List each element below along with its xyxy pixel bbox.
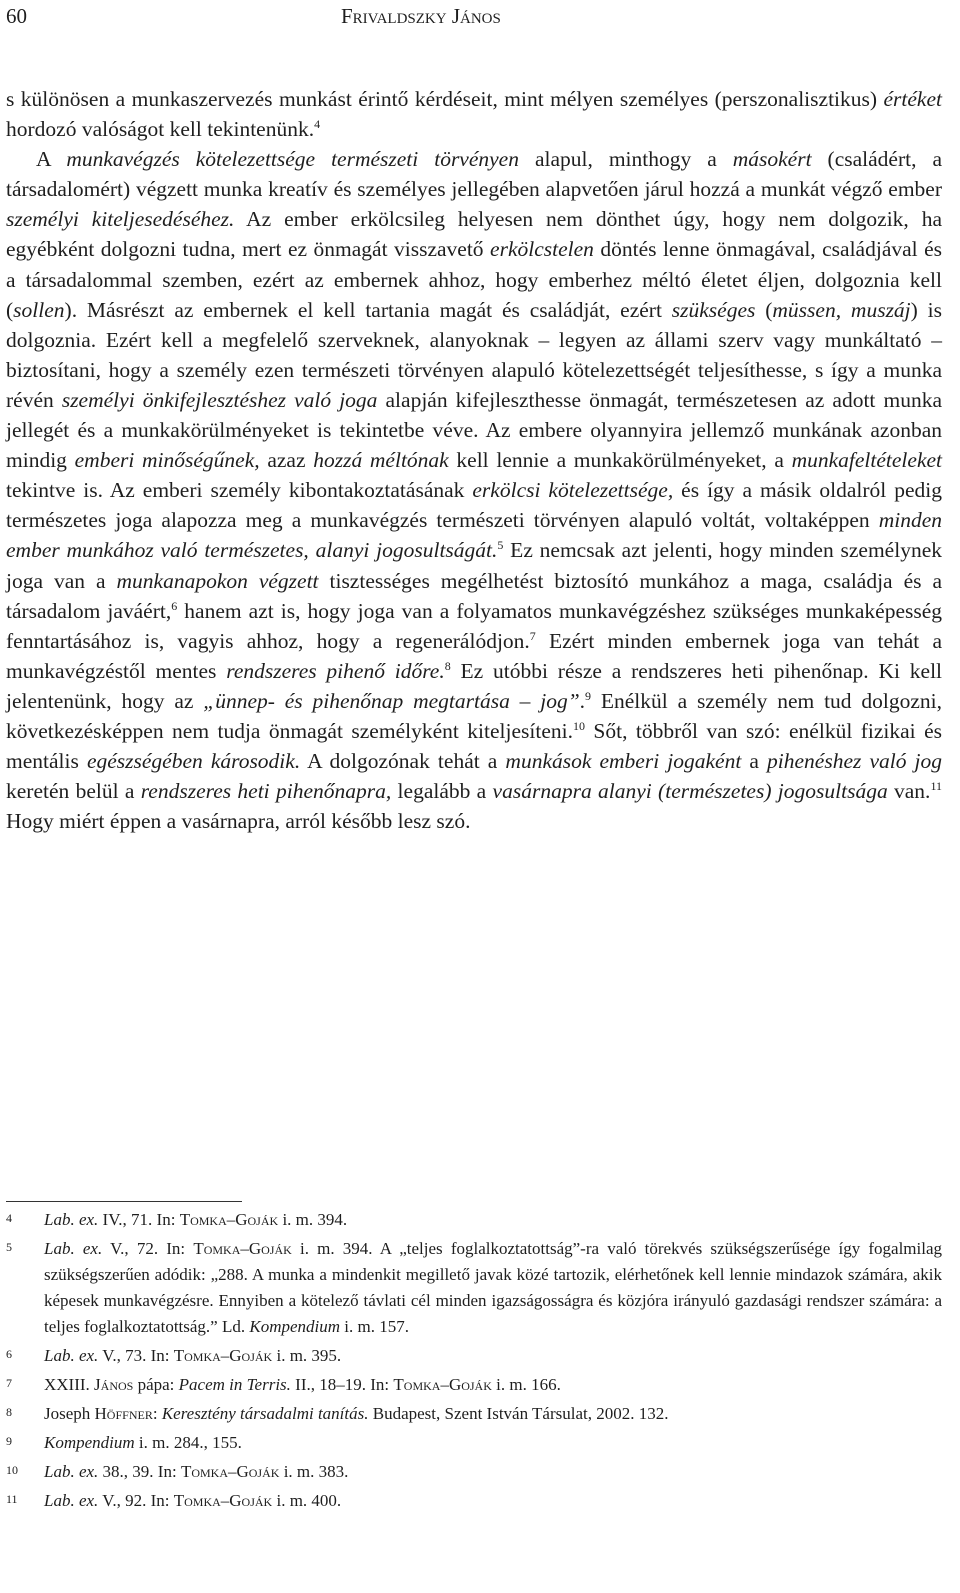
text-run: . [579, 688, 586, 713]
text-run: II., 18–19. In: [290, 1375, 394, 1394]
text-run: tisztességes megélhetést biztosító munkához a maga, családja és a társadalom javáért, [6, 568, 942, 623]
footnote-ref-11[interactable]: 11 [930, 779, 942, 794]
italic-run: Pacem in Terris. [178, 1375, 291, 1394]
text-run: i. m. 166. [491, 1375, 561, 1394]
footnote-number: 7 [6, 1376, 12, 1390]
text-run: Az ember erkölcsileg helyesen nem dönthet úgy, hogy nem dolgozik, ha egyébként dolgozni tudna, mert ez önmagát visszavető [6, 207, 942, 262]
paragraph-2 [6, 144, 942, 836]
text-run: van. [887, 779, 931, 804]
footnote-5 [6, 1236, 942, 1340]
italic-run: rendszeres pihenő időre. [226, 658, 445, 683]
author-name: Höffner [94, 1404, 153, 1423]
text-run: V., 73. In: [98, 1346, 174, 1365]
author-name: Tomka–Goják [193, 1239, 292, 1258]
italic-run: erkölcstelen [490, 237, 594, 262]
italic-run: munkanapokon végzett [116, 568, 319, 593]
text-run: Ezért minden embernek joga van tehát a munkavégzéstől mentes [6, 628, 942, 683]
italic-run: értéket [883, 87, 942, 111]
footnote-number: 6 [6, 1347, 12, 1361]
italic-run: szükséges [671, 297, 756, 322]
text-run: Budapest, Szent István Társulat, 2002. 132. [368, 1404, 669, 1423]
text-run: i. m. 394. [278, 1210, 348, 1229]
footnote-number: 5 [6, 1240, 12, 1254]
main-text [6, 84, 942, 836]
footnote-ref-5[interactable]: 5 [497, 538, 504, 553]
text-run: IV., 71. In: [98, 1210, 180, 1229]
text-run: ) is dolgoznia. Ezért kell a megfelelő szerveknek, alanyoknak – legyen az állami szerv vagy munkáltató – biztosítani, hogy a személy ezen természeti törvényen alapuló kötelezettségét teljesíthesse, s így a munka révén [6, 297, 943, 412]
italic-run: minden ember munkához való természetes, alanyi jogosultságát. [6, 508, 942, 563]
text-run: Sőt, többről van szó: enélkül fizikai és mentális [6, 718, 943, 774]
footnote-ref-10[interactable]: 10 [572, 718, 585, 733]
text-run: pápa: [133, 1375, 179, 1394]
text-run: i. m. 157. [340, 1317, 409, 1336]
italic-run: Lab. ex. [44, 1239, 103, 1258]
footnote-number: 11 [6, 1492, 18, 1506]
italic-run: személyi önkifejlesztéshez való joga [61, 387, 378, 412]
author-name: Tomka–Goják [173, 1491, 273, 1510]
footnote-ref-7[interactable]: 7 [529, 628, 536, 643]
italic-run: emberi minőségűnek, [74, 448, 260, 473]
footnote-10 [6, 1459, 942, 1485]
text-run: azaz [259, 448, 314, 473]
italic-run: erkölcsi kötelezettsége, [472, 478, 674, 503]
footnote-number: 9 [6, 1434, 12, 1448]
footnote-9 [6, 1430, 942, 1456]
author-name: Tomka–Goják [173, 1346, 273, 1365]
italic-run: munkafeltételeket [791, 448, 943, 473]
text-run: s különösen a munkaszervezés munkást érintő kérdéseit, mint mélyen személyes (perszonalisztikus) [6, 87, 884, 111]
text-run: : [152, 1404, 162, 1423]
text-run: és így a másik oldalról pedig természetes joga alapozza meg a munkavégzés természeti törvényen alapuló voltát, voltaképpen [6, 478, 943, 533]
italic-run: Keresztény társadalmi tanítás. [161, 1404, 369, 1423]
footnote-ref-6[interactable]: 6 [171, 598, 178, 613]
italic-run: Lab. ex. [44, 1346, 99, 1365]
footnote-number: 8 [6, 1405, 12, 1419]
italic-run: egészségében károsodik. [86, 749, 301, 774]
italic-run: „ünnep- és pihenőnap megtartása – jog” [203, 688, 580, 713]
text-run: a [741, 749, 768, 774]
italic-run: sollen [13, 297, 65, 322]
text-run: i. m. 284., 155. [134, 1433, 242, 1452]
italic-run: Kompendium [249, 1317, 341, 1336]
italic-run: vasárnapra alanyi (természetes) jogosultsága [492, 779, 888, 804]
text-run: hanem azt is, hogy joga van a folyamatos munkavégzéshez szükséges munkaképesség fenntartásához is, vagyis ahhoz, hogy a regenerálódjon. [6, 598, 943, 653]
text-run: i. m. 383. [279, 1462, 349, 1481]
italic-run: Kompendium [44, 1433, 135, 1452]
text-run: i. m. 394. A „teljes foglalkoztatottság”-ra való törekvés szükségszerűsége így fogalmilag szükségszerűen adódik: „288. A munka a mindenkit megillető javak közé tartozik, elérhetőnek kell lennie mindazok számára, akik képesek munkavégzésre. Ennyiben a kötelező távlati cél minden igazságosságra és közjóra irányuló gazdasági rendszer számára: a teljes foglalkoztatottság.” Ld. [44, 1239, 943, 1336]
italic-run: személyi kiteljesedéséhez. [6, 207, 235, 232]
footnote-number: 4 [6, 1211, 12, 1225]
text-run: tekintve is. Az emberi személy kibontakoztatásának [6, 478, 473, 503]
italic-run: rendszeres heti pihenőnapra, [140, 779, 392, 804]
footnote-ref-9[interactable]: 9 [585, 688, 592, 703]
footnote-ref-4[interactable]: 4 [314, 117, 321, 132]
running-header [6, 4, 954, 30]
italic-run: munkavégzés kötelezettsége természeti törvényen [66, 147, 519, 172]
footnote-8 [6, 1401, 942, 1427]
running-head-author: Frivaldszky János [341, 4, 501, 28]
footnote-7 [6, 1372, 942, 1398]
italic-run: Lab. ex. [44, 1491, 99, 1510]
text-run: Joseph [44, 1404, 95, 1423]
text-run: A [36, 147, 67, 172]
italic-run: munkások emberi jogaként [505, 749, 742, 774]
author-name: Tomka–Goják [180, 1462, 280, 1481]
italic-run: másokért [732, 147, 812, 172]
text-run: hordozó valóságot kell tekintenünk. [6, 117, 315, 142]
text-run: 38., 39. In: [98, 1462, 181, 1481]
text-run: i. m. 395. [272, 1346, 342, 1365]
text-run: ). Másrészt az embernek el kell tartania magát és családját, ezért [64, 297, 672, 322]
text-run: döntés lenne önmagával, családjával és a társadalommal szemben, ezért az embernek ahhoz, hogy emberhez méltó életet éljen, dolgoznia kell ( [6, 237, 943, 322]
text-run: A dolgozónak tehát a [300, 749, 506, 774]
footnote-6 [6, 1343, 942, 1369]
italic-run: müssen, muszáj [772, 297, 911, 322]
text-run: V., 92. In: [98, 1491, 174, 1510]
footnotes [6, 1207, 942, 1514]
text-run: Ez nemcsak azt jelenti, hogy minden személynek joga van a [6, 538, 942, 593]
footnote-ref-8[interactable]: 8 [444, 658, 451, 673]
text-run: kell lennie a munkakörülményeket, a [448, 448, 792, 473]
text-run: legalább a [391, 779, 493, 804]
text-run: ( [755, 297, 773, 322]
text-run: alapján kifejleszthesse önmagát, természetesen az adott munka jellegét és a munkakörülményeket is tekintetbe véve. Az embere olyannyira jellemző munkának azonban mindig [6, 387, 942, 473]
italic-run: pihenéshez való jog [767, 749, 943, 774]
paragraph-1 [6, 84, 942, 144]
author-name: János [94, 1375, 134, 1394]
text-run: Ez utóbbi része a rendszeres heti pihenőnap. Ki kell jelentenünk, hogy az [6, 658, 943, 713]
footnote-11 [6, 1488, 942, 1514]
text-run: Enélkül a személy nem tud dolgozni, következésképpen nem tudja önmagát személyként kiteljesíteni. [6, 688, 942, 743]
footnote-4 [6, 1207, 942, 1233]
text-run: (családért, a társadalomért) végzett munka kreatív és személyes jellegében alapvetően járul hozzá a munkát végző ember [6, 147, 942, 202]
footnote-number: 10 [6, 1463, 18, 1477]
author-name: Tomka–Goják [393, 1375, 492, 1394]
text-run: Hogy miért éppen a vasárnapra, arról később lesz szó. [6, 809, 471, 834]
text-run: V., 72. In: [102, 1239, 194, 1258]
italic-run: Lab. ex. [44, 1210, 99, 1229]
text-run: i. m. 400. [272, 1491, 342, 1510]
text-run: XXIII. [44, 1375, 95, 1394]
italic-run: Lab. ex. [44, 1462, 99, 1481]
footnote-divider [6, 1201, 242, 1202]
author-name: Tomka–Goják [179, 1210, 279, 1229]
page-number: 60 [6, 4, 27, 28]
text-run: keretén belül a [6, 779, 141, 804]
text-run: alapul, minthogy a [518, 147, 733, 172]
italic-run: hozzá méltónak [313, 448, 449, 473]
